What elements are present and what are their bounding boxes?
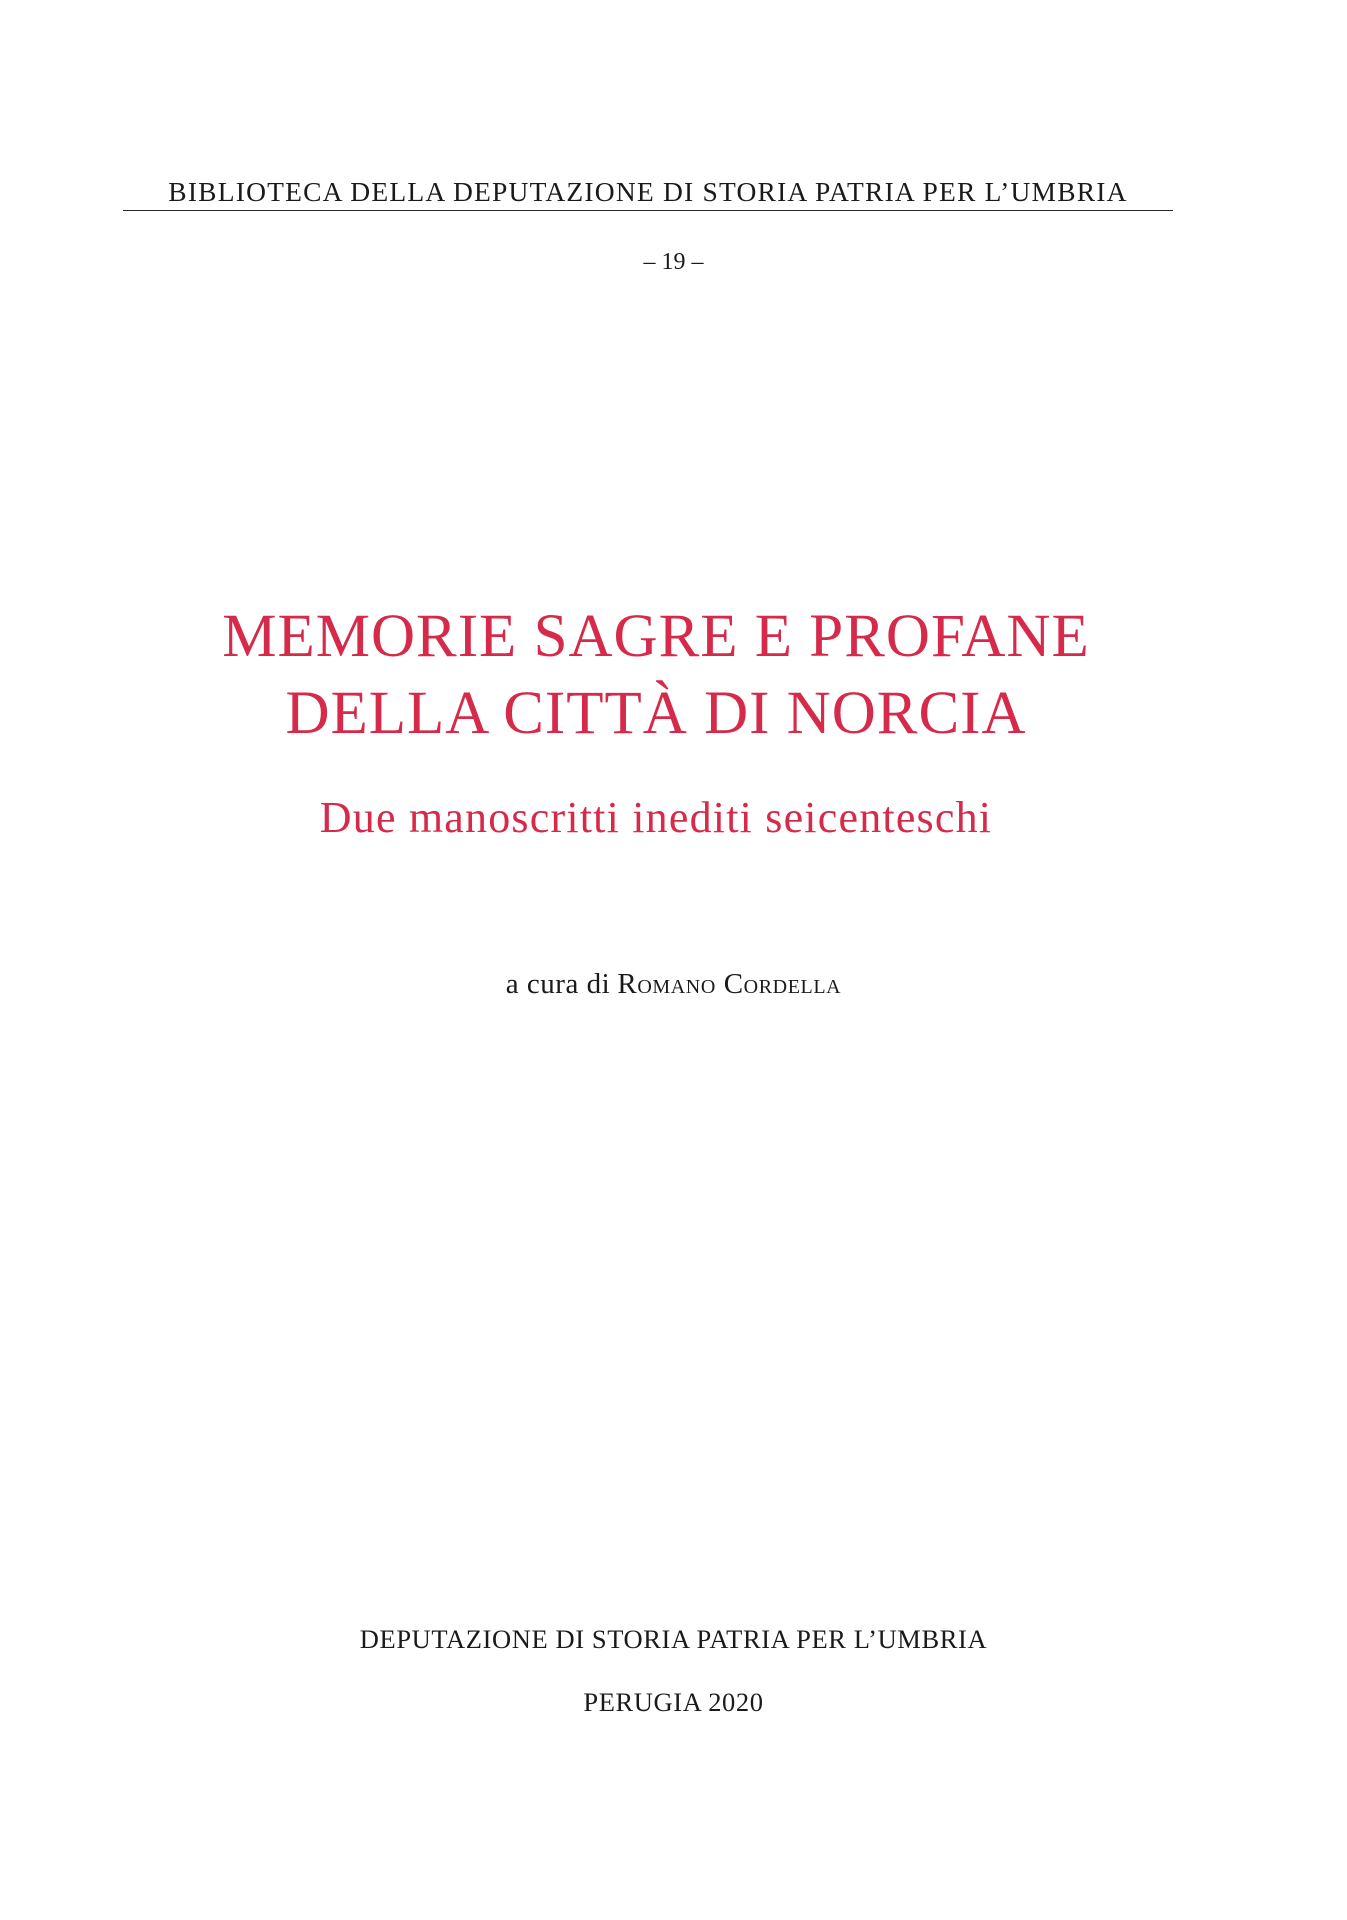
book-title-line-1: MEMORIE SAGRE E PROFANE xyxy=(222,603,1090,670)
publication-place-year: PERUGIA 2020 xyxy=(583,1687,764,1717)
series-divider xyxy=(123,210,1173,211)
publisher-name: DEPUTAZIONE DI STORIA PATRIA PER L’UMBRIA xyxy=(359,1624,988,1654)
editor-credit xyxy=(0,966,1347,1002)
series-number: – 19 – xyxy=(643,249,704,275)
editor-name: Romano Cordella xyxy=(617,968,842,1000)
book-title-line-2: DELLA CITTÀ DI NORCIA xyxy=(285,680,1027,747)
editor-prefix: a cura di xyxy=(505,968,611,1000)
book-subtitle: Due manoscritti inediti seicenteschi xyxy=(319,793,993,842)
series-title: BIBLIOTECA DELLA DEPUTAZIONE DI STORIA PATRIA PER L’UMBRIA xyxy=(168,176,1128,207)
